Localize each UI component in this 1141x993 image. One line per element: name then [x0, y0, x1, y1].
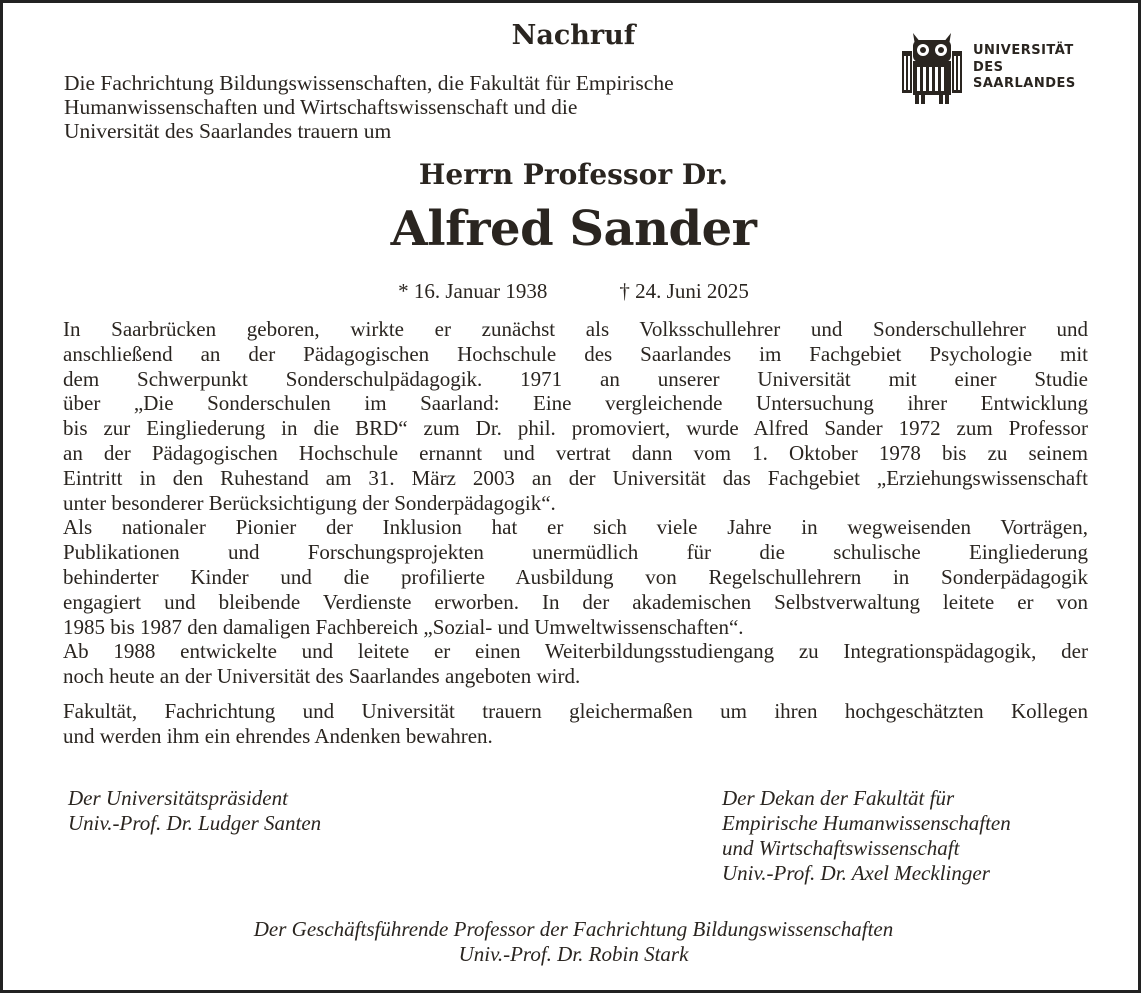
logo-text-line: SAARLANDES [973, 76, 1076, 92]
obituary-body [63, 317, 1088, 749]
body-line: an der Pädagogischen Hochschule ernannt und vertrat dann vom 1. Oktober 1978 bis zu seinem [63, 440, 1088, 465]
intro-line: Universität des Saarlandes trauern um [64, 119, 392, 143]
signature-line: Der Geschäftsführende Professor der Fachrichtung Bildungswissenschaften [253, 917, 894, 941]
owl-logo-icon [899, 31, 965, 105]
body-line: Als nationaler Pionier der Inklusion hat er sich viele Jahre in wegweisenden Vorträgen, [63, 515, 1088, 540]
signature-dean [722, 786, 1011, 886]
body-line: und werden ihm ein ehrendes Andenken bewahren. [63, 723, 493, 748]
signature-president [68, 786, 321, 836]
university-logo-text [973, 43, 1076, 93]
logo-text-line: DES [973, 59, 1004, 75]
body-line: unter besonderer Berücksichtigung der Sonderpädagogik“. [63, 490, 556, 515]
intro-line: Humanwissenschaften und Wirtschaftswissenschaft und die [64, 95, 578, 119]
signature-line: Empirische Humanwissenschaften [722, 811, 1011, 835]
signature-managing-professor [3, 917, 1141, 967]
signature-line: Der Universitätspräsident [68, 786, 288, 810]
body-line: Eintritt in den Ruhestand am 31. März 2003 an der Universität das Fachgebiet „Erziehungswissenschaft [63, 465, 1088, 490]
body-line: dem Schwerpunkt Sonderschulpädagogik. 1971 an unserer Universität mit einer Studie [63, 366, 1088, 391]
intro-line: Die Fachrichtung Bildungswissenschaften, die Fakultät für Empirische [64, 71, 674, 95]
body-line: über „Die Sonderschulen im Saarland: Eine vergleichende Untersuchung ihrer Entwicklung [63, 391, 1088, 416]
death-date: † 24. Juni 2025 [619, 279, 749, 303]
intro-text [64, 71, 824, 143]
deceased-name: Alfred Sander [390, 201, 757, 257]
university-logo [899, 31, 1076, 105]
honorific-title: Herrn Professor Dr. [418, 158, 729, 191]
signature-line: Univ.-Prof. Dr. Robin Stark [458, 942, 689, 966]
body-line: Fakultät, Fachrichtung und Universität trauern gleichermaßen um ihren hochgeschätzten Kollegen [63, 698, 1088, 723]
logo-text-line: UNIVERSITÄT [973, 43, 1074, 59]
life-dates [3, 279, 1141, 304]
body-line: Publikationen und Forschungsprojekten unermüdlich für die schulische Eingliederung [63, 540, 1088, 565]
body-line: behinderter Kinder und die profilierte Ausbildung von Regelschullehrern in Sonderpädagogik [63, 564, 1088, 589]
body-line: noch heute an der Universität des Saarlandes angeboten wird. [63, 664, 581, 689]
signature-line: und Wirtschaftswissenschaft [722, 836, 960, 860]
notice-heading: Nachruf [511, 20, 636, 51]
signature-line: Univ.-Prof. Dr. Axel Mecklinger [722, 861, 990, 885]
body-line: bis zur Eingliederung in die BRD“ zum Dr. phil. promoviert, wurde Alfred Sander 1972 zum Professor [63, 416, 1088, 441]
body-line: Ab 1988 entwickelte und leitete er einen Weiterbildungsstudiengang zu Integrationspädagogik, der [63, 639, 1088, 664]
body-line: anschließend an der Pädagogischen Hochschule des Saarlandes im Fachgebiet Psychologie mit [63, 341, 1088, 366]
birth-date: * 16. Januar 1938 [398, 279, 548, 303]
signature-line: Univ.-Prof. Dr. Ludger Santen [68, 811, 322, 835]
body-line: In Saarbrücken geboren, wirkte er zunächst als Volksschullehrer und Sonderschullehrer und [63, 317, 1088, 341]
body-line: 1985 bis 1987 den damaligen Fachbereich „Sozial- und Umweltwissenschaften“. [63, 614, 744, 639]
signature-line: Der Dekan der Fakultät für [722, 786, 955, 810]
body-line: engagiert und bleibende Verdienste erworben. In der akademischen Selbstverwaltung leitete er von [63, 589, 1088, 614]
